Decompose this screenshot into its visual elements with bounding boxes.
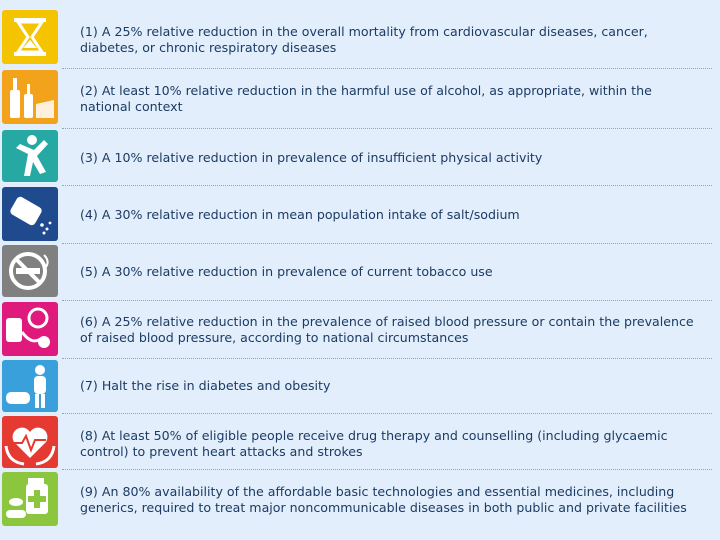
target-text: (2) At least 10% relative reduction in the harmful use of alcohol, as appropriate, within the national context [80,83,652,114]
diabetes-obesity-icon [2,360,58,412]
row-divider [62,358,712,359]
row-divider [62,68,712,69]
row-divider [62,300,712,301]
medicines-icon [2,472,58,526]
target-text: (6) A 25% relative reduction in the prevalence of raised blood pressure or contain the prevalence of raised blood pressure, according to national circumstances [80,314,694,345]
alcohol-bottles-icon [2,70,58,124]
salt-shaker-icon [2,187,58,241]
target-text: (9) An 80% availability of the affordable basic technologies and essential medicines, including generics, required to treat major noncommunicable diseases in both public and private facilities [80,484,687,515]
target-text: (1) A 25% relative reduction in the overall mortality from cardiovascular diseases, cancer, diabetes, or chronic respiratory diseases [80,24,648,55]
row-divider [62,243,712,244]
no-smoking-icon [2,245,58,297]
target-text: (3) A 10% relative reduction in prevalence of insufficient physical activity [80,150,543,165]
row-divider [62,469,712,470]
target-text: (4) A 30% relative reduction in mean population intake of salt/sodium [80,207,520,222]
blood-pressure-icon [2,302,58,356]
physical-activity-icon [2,130,58,182]
row-divider [62,413,712,414]
target-text: (7) Halt the rise in diabetes and obesity [80,378,331,393]
row-divider [62,128,712,129]
target-text: (5) A 30% relative reduction in prevalence of current tobacco use [80,264,493,279]
heart-care-icon [2,416,58,468]
row-divider [62,185,712,186]
target-text: (8) At least 50% of eligible people receive drug therapy and counselling (including glycaemic control) to prevent heart attacks and strokes [80,428,668,459]
hourglass-icon [2,10,58,64]
